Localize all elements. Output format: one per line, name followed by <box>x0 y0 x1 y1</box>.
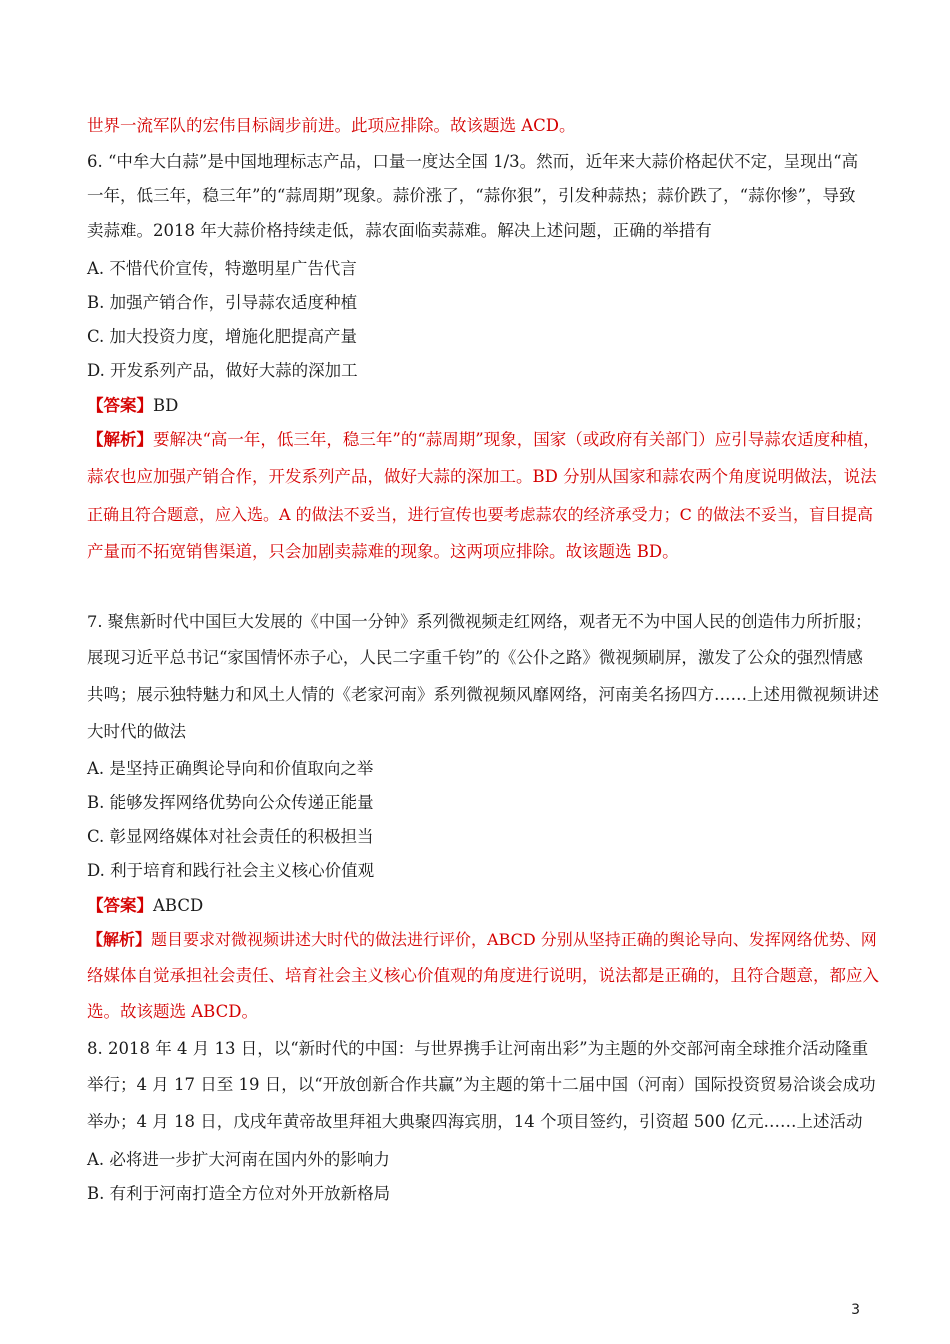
q6-answer-tag: 【答案】 <box>87 396 153 415</box>
q6-stem-line-3: 卖蒜难。2018 年大蒜价格持续走低，蒜农面临卖蒜难。解决上述问题，正确的举措有 <box>87 221 712 240</box>
q6-analysis-line-1 <box>87 430 880 450</box>
q8-stem-line-2: 举行；4 月 17 日至 19 日，以“开放创新合作共赢”为主题的第十二届中国（河南）国际投资贸易洽谈会成功 <box>87 1075 876 1094</box>
q6-analysis-tag: 【解析】 <box>87 430 153 449</box>
q8-stem-line-3: 举办；4 月 18 日，戊戌年黄帝故里拜祖大典聚四海宾朋，14 个项目签约，引资超 500 亿元……上述活动 <box>87 1112 863 1131</box>
q7-stem-line-3: 共鸣；展示独特魅力和风土人情的《老家河南》系列微视频风靡网络，河南美名扬四方……上述用微视频讲述 <box>87 685 879 704</box>
page-number: 3 <box>851 1302 860 1318</box>
q6-option-a: A. 不惜代价宣传，特邀明星广告代言 <box>87 259 357 278</box>
q7-analysis-line-1 <box>87 930 877 950</box>
q6-option-d: D. 开发系列产品，做好大蒜的深加工 <box>87 361 358 380</box>
intro-analysis-line: 世界一流军队的宏伟目标阔步前进。此项应排除。故该题选 ACD。 <box>87 116 576 135</box>
q7-answer-tag: 【答案】 <box>87 896 153 915</box>
q6-stem-line-1: 6. “中牟大白蒜”是中国地理标志产品，口量一度达全国 1/3。然而，近年来大蒜价格起伏不定，呈现出“高 <box>87 152 859 171</box>
q7-analysis-text-1: 题目要求对微视频讲述大时代的做法进行评价，ABCD 分别从坚持正确的舆论导向、发挥网络优势、网 <box>151 930 877 949</box>
q7-stem-line-1: 7. 聚焦新时代中国巨大发展的《中国一分钟》系列微视频走红网络，观者无不为中国人民的创造伟力所折服； <box>87 612 872 631</box>
q6-answer-value: BD <box>153 396 179 415</box>
q7-option-d: D. 利于培育和践行社会主义核心价值观 <box>87 861 375 880</box>
q6-analysis-line-4: 产量而不拓宽销售渠道，只会加剧卖蒜难的现象。这两项应排除。故该题选 BD。 <box>87 542 679 561</box>
q6-option-b: B. 加强产销合作，引导蒜农适度种植 <box>87 293 358 312</box>
q6-analysis-line-3: 正确且符合题意，应入选。A 的做法不妥当，进行宣传也要考虑蒜农的经济承受力；C 的做法不妥当，盲目提高 <box>87 505 873 524</box>
q8-option-b: B. 有利于河南打造全方位对外开放新格局 <box>87 1184 391 1203</box>
q6-option-c: C. 加大投资力度，增施化肥提高产量 <box>87 327 358 346</box>
q6-analysis-text-1: 要解决“高一年，低三年，稳三年”的“蒜周期”现象，国家（或政府有关部门）应引导蒜农适度种植， <box>153 430 880 449</box>
q7-analysis-tag: 【解析】 <box>87 930 152 949</box>
q8-option-a: A. 必将进一步扩大河南在国内外的影响力 <box>87 1150 390 1169</box>
q7-option-b: B. 能够发挥网络优势向公众传递正能量 <box>87 793 374 812</box>
q7-answer <box>87 896 203 916</box>
q7-analysis-line-2: 络媒体自觉承担社会责任、培育社会主义核心价值观的角度进行说明，说法都是正确的，且符合题意，都应入 <box>87 966 879 985</box>
q7-option-c: C. 彰显网络媒体对社会责任的积极担当 <box>87 827 374 846</box>
q6-analysis-line-2: 蒜农也应加强产销合作，开发系列产品，做好大蒜的深加工。BD 分别从国家和蒜农两个角度说明做法，说法 <box>87 467 877 486</box>
q7-stem-line-4: 大时代的做法 <box>87 722 186 741</box>
q6-stem-line-2: 一年，低三年，稳三年”的“蒜周期”现象。蒜价涨了，“蒜你狠”，引发种蒜热；蒜价跌了，“蒜你惨”，导致 <box>87 186 856 205</box>
q6-answer <box>87 396 178 416</box>
q7-answer-value: ABCD <box>153 896 204 915</box>
q7-option-a: A. 是坚持正确舆论导向和价值取向之举 <box>87 759 374 778</box>
q8-stem-line-1: 8. 2018 年 4 月 13 日，以“新时代的中国：与世界携手让河南出彩”为主题的外交部河南全球推介活动隆重 <box>87 1039 869 1058</box>
q7-stem-line-2: 展现习近平总书记“家国情怀赤子心，人民二字重千钧”的《公仆之路》微视频刷屏，激发了公众的强烈情感 <box>87 648 863 667</box>
q7-analysis-line-3: 选。故该题选 ABCD。 <box>87 1002 258 1021</box>
